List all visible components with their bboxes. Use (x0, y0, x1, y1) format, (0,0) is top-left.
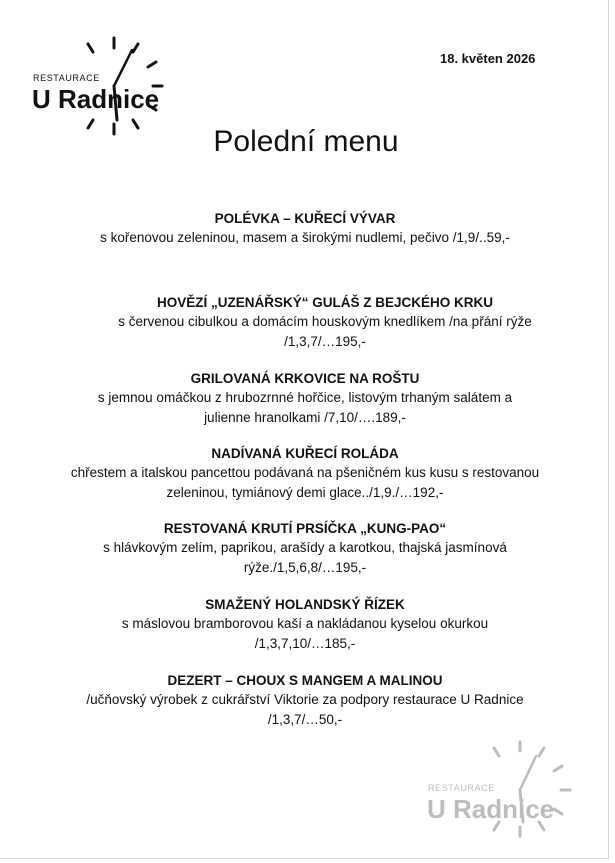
menu-item-description: s kořenovou zeleninou, masem a širokými nudlemi, pečivo /1,9/..59,- (100, 230, 510, 245)
menu-date: 18. květen 2026 (440, 51, 536, 66)
logo-name: U Radnice (32, 84, 160, 114)
menu-item-description: /1,3,7,10/…185,- (254, 636, 356, 651)
menu-item (20, 444, 590, 503)
menu-item (40, 209, 570, 248)
menu-item-name: DEZERT – CHOUX S MANGEM A MALINOU (167, 673, 443, 688)
menu-item-name: HOVĚZÍ „UZENÁŘSKÝ“ GULÁŠ Z BEJCKÉHO KRKU (156, 295, 494, 310)
menu-item-description: /1,3,7/…195,- (284, 334, 366, 349)
menu-item-name: POLÉVKA – KUŘECÍ VÝVAR (214, 211, 396, 226)
menu-item-description: zeleninou, tymiánový demi glace../1,9./…192,- (166, 485, 444, 500)
menu-item-description: /učňovský výrobek z cukrářství Viktorie za podpory restaurace U Radnice (86, 692, 524, 707)
logo-small-text: RESTAURACE (33, 73, 100, 83)
menu-item (30, 671, 580, 730)
menu-item-description: s červenou cibulkou a domácím houskovým knedlíkem /na přání rýže (118, 314, 532, 329)
menu-item-name: SMAŽENÝ HOLANDSKÝ ŘÍZEK (205, 597, 405, 612)
menu-item-name: GRILOVANÁ KRKOVICE NA ROŠTU (190, 371, 420, 386)
watermark-logo (424, 738, 580, 838)
menu-item-description: s máslovou bramborovou kaší a nakládanou kyselou okurkou (121, 616, 489, 631)
menu-item (60, 293, 590, 352)
menu-item-description: rýže./1,5,6,8/…195,- (243, 560, 367, 575)
menu-item (40, 519, 570, 578)
page-title: Polední menu (213, 125, 399, 158)
menu-item-description: julienne hranolkami /7,10/….189,- (204, 410, 406, 425)
menu-item-name: RESTOVANÁ KRUTÍ PRSÍČKA „KUNG-PAO“ (163, 521, 447, 536)
logo-small-text: RESTAURACE (428, 783, 495, 793)
logo-name: U Radnice (427, 794, 555, 824)
menu-item (40, 369, 570, 428)
menu-item-description: /1,3,7/…50,- (267, 712, 343, 727)
menu-item (40, 595, 570, 654)
menu-item-description: chřestem a italskou pancettou podávaná na pšeničném kus kusu s restovanou (70, 465, 540, 480)
menu-item-description: s jemnou omáčkou z hrubozrnné hořčice, listovým trhaným salátem a (97, 390, 513, 405)
menu-item-name: NADÍVANÁ KUŘECÍ ROLÁDA (211, 446, 399, 461)
menu-item-description: s hlávkovým zelím, paprikou, arašídy a karotkou, thajská jasmínová (103, 540, 507, 555)
